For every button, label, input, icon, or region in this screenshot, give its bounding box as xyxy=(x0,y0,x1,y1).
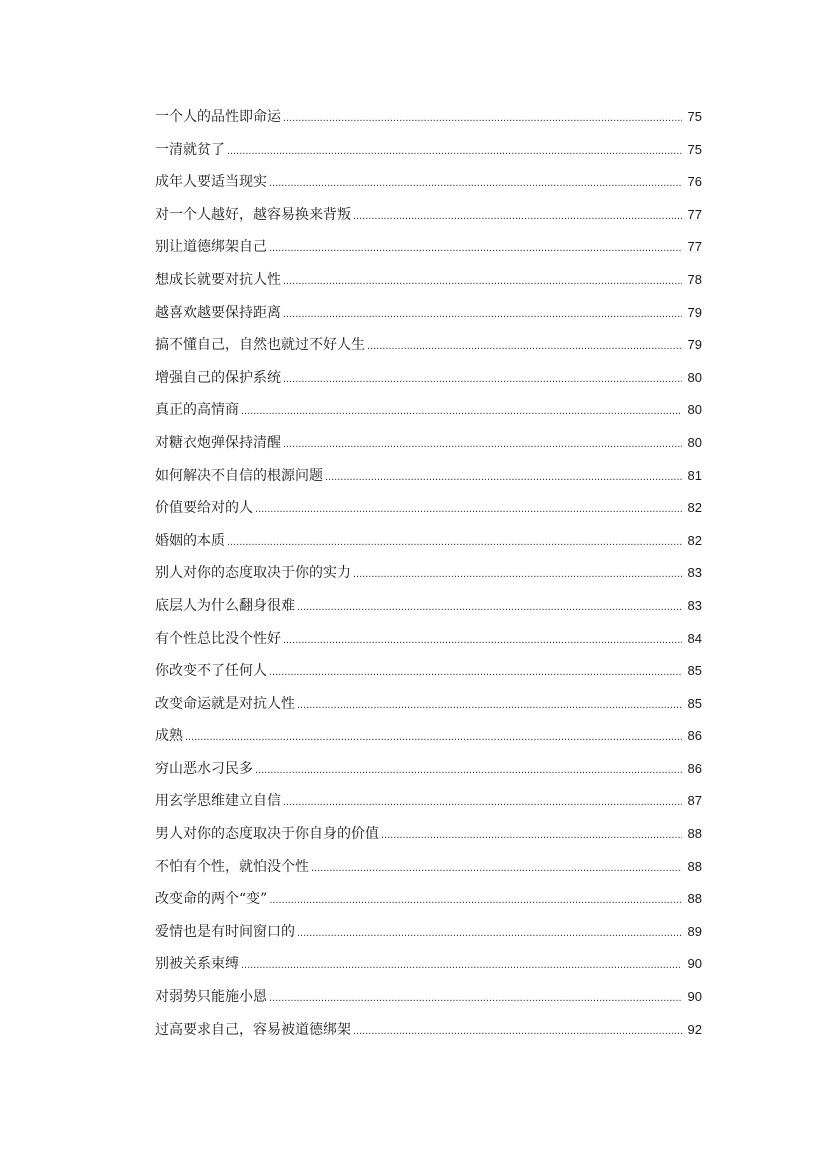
toc-entry-page: 79 xyxy=(687,304,702,320)
dot-leader xyxy=(283,268,682,294)
toc-entry-page: 80 xyxy=(687,369,702,385)
toc-entry-page: 87 xyxy=(687,793,702,809)
toc-entry[interactable] xyxy=(155,788,702,821)
toc-entry-title: 不怕有个性，就怕没个性 xyxy=(155,858,309,875)
dot-leader xyxy=(269,659,682,685)
toc-entry-page: 79 xyxy=(687,337,702,353)
dot-leader xyxy=(269,985,682,1011)
toc-entry-page: 88 xyxy=(687,891,702,907)
toc-entry[interactable] xyxy=(155,495,702,528)
toc-entry-page: 92 xyxy=(687,1021,702,1037)
toc-entry[interactable] xyxy=(155,886,702,919)
dot-leader xyxy=(311,855,682,881)
toc-entry-title: 想成长就要对抗人性 xyxy=(155,271,281,288)
toc-entry-title: 别人对你的态度取决于你的实力 xyxy=(155,565,351,582)
table-of-contents xyxy=(155,104,702,1049)
dot-leader xyxy=(227,529,682,555)
toc-entry[interactable] xyxy=(155,234,702,267)
toc-entry[interactable] xyxy=(155,821,702,854)
dot-leader xyxy=(227,138,682,164)
toc-entry-page: 86 xyxy=(687,760,702,776)
toc-entry-title: 对糖衣炮弹保持清醒 xyxy=(155,434,281,451)
toc-entry-page: 75 xyxy=(687,109,702,124)
toc-entry[interactable] xyxy=(155,169,702,202)
toc-entry-page: 84 xyxy=(687,630,702,646)
toc-entry-title: 婚姻的本质 xyxy=(155,532,225,549)
toc-entry-page: 75 xyxy=(687,141,702,157)
toc-entry-page: 80 xyxy=(687,402,702,418)
toc-entry-page: 77 xyxy=(687,206,702,222)
toc-entry[interactable] xyxy=(155,560,702,593)
toc-entry-title: 一清就贫了 xyxy=(155,141,225,158)
toc-entry-title: 对弱势只能施小恩 xyxy=(155,989,267,1006)
dot-leader xyxy=(283,789,682,815)
toc-entry-title: 对一个人越好，越容易换来背叛 xyxy=(155,206,351,223)
toc-entry[interactable] xyxy=(155,919,702,952)
toc-entry-page: 83 xyxy=(687,597,702,613)
toc-entry[interactable] xyxy=(155,723,702,756)
toc-entry-page: 82 xyxy=(687,500,702,516)
toc-entry-page: 83 xyxy=(687,565,702,581)
toc-entry-title: 底层人为什么翻身很难 xyxy=(155,597,295,614)
dot-leader xyxy=(283,301,682,327)
toc-entry-title: 成年人要适当现实 xyxy=(155,174,267,191)
toc-entry-page: 81 xyxy=(687,467,702,483)
dot-leader xyxy=(297,920,682,946)
toc-entry[interactable] xyxy=(155,951,702,984)
toc-entry[interactable] xyxy=(155,463,702,496)
dot-leader xyxy=(255,757,682,783)
toc-entry[interactable] xyxy=(155,756,702,789)
toc-entry-title: 一个人的品性即命运 xyxy=(155,109,281,125)
toc-entry[interactable] xyxy=(155,658,702,691)
toc-entry[interactable] xyxy=(155,332,702,365)
dot-leader xyxy=(353,1018,682,1044)
dot-leader xyxy=(283,627,682,653)
toc-entry-page: 80 xyxy=(687,434,702,450)
toc-entry[interactable] xyxy=(155,137,702,170)
toc-entry[interactable] xyxy=(155,104,702,137)
dot-leader xyxy=(283,105,682,131)
toc-entry[interactable] xyxy=(155,984,702,1017)
toc-entry-title: 爱情也是有时间窗口的 xyxy=(155,923,295,940)
dot-leader xyxy=(353,203,682,229)
dot-leader xyxy=(241,952,682,978)
toc-entry[interactable] xyxy=(155,854,702,887)
toc-entry[interactable] xyxy=(155,300,702,333)
toc-entry-page: 90 xyxy=(687,989,702,1005)
dot-leader xyxy=(269,887,682,913)
dot-leader xyxy=(367,333,682,359)
toc-entry-title: 如何解决不自信的根源问题 xyxy=(155,467,323,484)
toc-entry-page: 78 xyxy=(687,271,702,287)
toc-entry-title: 真正的高情商 xyxy=(155,402,239,419)
toc-entry-page: 88 xyxy=(687,858,702,874)
toc-entry[interactable] xyxy=(155,430,702,463)
toc-entry-title: 用玄学思维建立自信 xyxy=(155,793,281,810)
toc-entry-page: 90 xyxy=(687,956,702,972)
dot-leader xyxy=(353,561,682,587)
dot-leader xyxy=(283,431,682,457)
toc-entry[interactable] xyxy=(155,593,702,626)
toc-entry-title: 过高要求自己，容易被道德绑架 xyxy=(155,1021,351,1038)
toc-entry-title: 改变命运就是对抗人性 xyxy=(155,695,295,712)
dot-leader xyxy=(297,692,682,718)
toc-entry-title: 改变命的两个“变” xyxy=(155,891,268,908)
toc-entry-title: 穷山恶水刁民多 xyxy=(155,760,253,777)
toc-entry-page: 86 xyxy=(687,728,702,744)
toc-entry-page: 89 xyxy=(687,923,702,939)
toc-entry-page: 85 xyxy=(687,695,702,711)
toc-entry-page: 77 xyxy=(687,239,702,255)
toc-entry[interactable] xyxy=(155,202,702,235)
dot-leader xyxy=(255,496,682,522)
dot-leader xyxy=(283,366,682,392)
toc-entry-page: 85 xyxy=(687,663,702,679)
dot-leader xyxy=(381,822,682,848)
toc-entry[interactable] xyxy=(155,691,702,724)
toc-entry[interactable] xyxy=(155,267,702,300)
toc-entry[interactable] xyxy=(155,1017,702,1050)
toc-entry-title: 增强自己的保护系统 xyxy=(155,369,281,386)
dot-leader xyxy=(297,594,682,620)
toc-entry[interactable] xyxy=(155,397,702,430)
toc-entry-title: 男人对你的态度取决于你自身的价值 xyxy=(155,826,379,843)
toc-entry-title: 价值要给对的人 xyxy=(155,500,253,517)
dot-leader xyxy=(325,464,682,490)
dot-leader xyxy=(185,724,682,750)
toc-entry-page: 82 xyxy=(687,532,702,548)
toc-entry-title: 你改变不了任何人 xyxy=(155,663,267,680)
toc-entry-title: 成熟 xyxy=(155,728,183,745)
toc-entry-title: 有个性总比没个性好 xyxy=(155,630,281,647)
dot-leader xyxy=(241,398,682,424)
toc-entry[interactable] xyxy=(155,365,702,398)
toc-entry-title: 搞不懂自己，自然也就过不好人生 xyxy=(155,337,365,354)
dot-leader xyxy=(269,235,682,261)
toc-entry-title: 越喜欢越要保持距离 xyxy=(155,304,281,321)
toc-entry[interactable] xyxy=(155,626,702,659)
toc-entry[interactable] xyxy=(155,528,702,561)
toc-entry-page: 88 xyxy=(687,826,702,842)
toc-entry-title: 别被关系束缚 xyxy=(155,956,239,973)
toc-entry-title: 别让道德绑架自己 xyxy=(155,239,267,256)
dot-leader xyxy=(269,170,682,196)
toc-entry-page: 76 xyxy=(687,174,702,190)
